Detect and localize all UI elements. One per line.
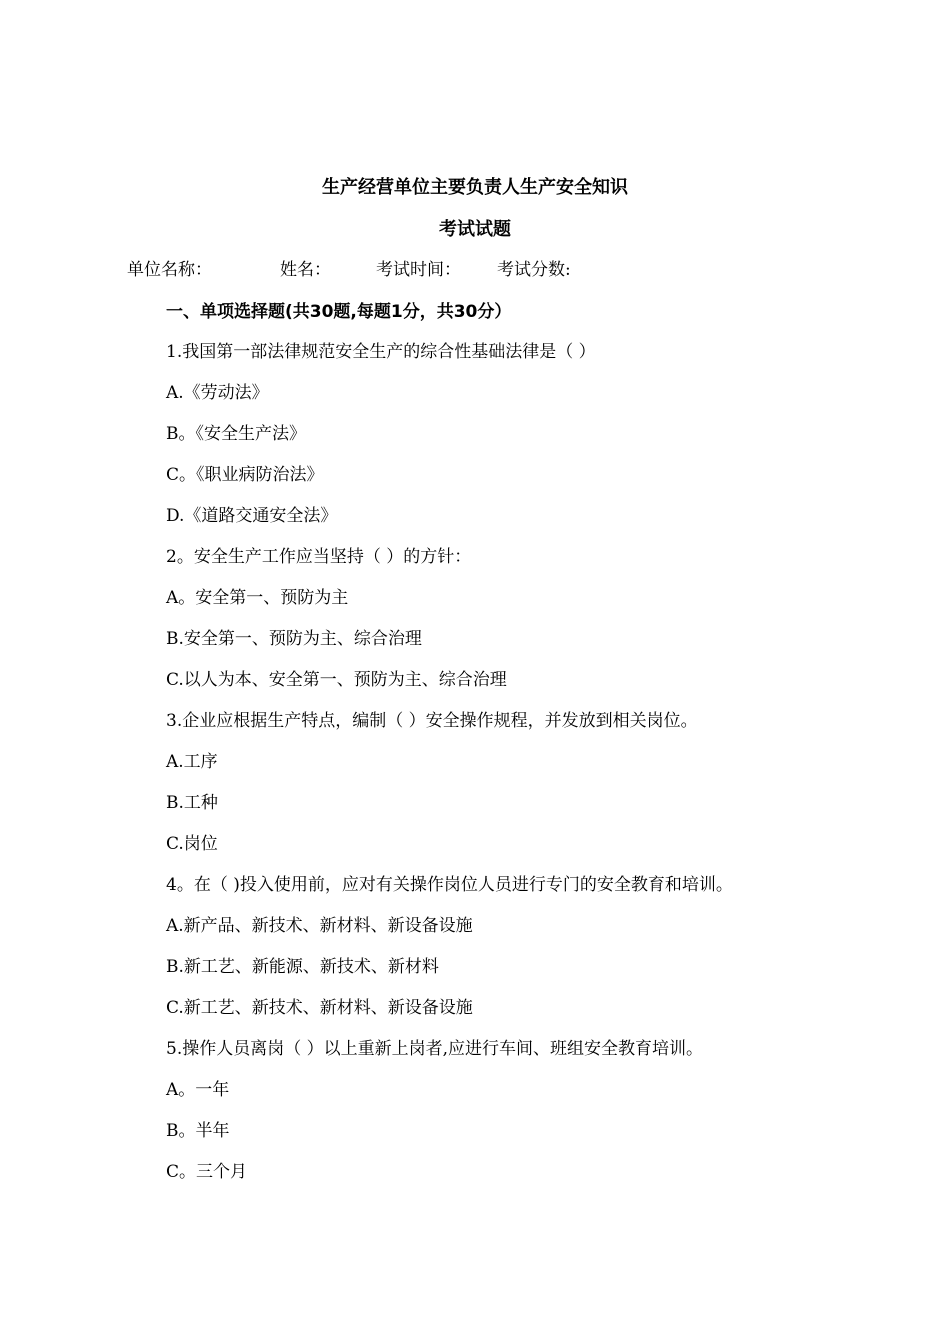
answer-option: C.岗位: [166, 834, 218, 854]
question-text: 3.企业应根据生产特点，编制（ ）安全操作规程，并发放到相关岗位。: [166, 711, 698, 731]
answer-option: A.《劳动法》: [166, 383, 269, 403]
exam-score-label: 考试分数:: [497, 260, 571, 280]
answer-option: A。一年: [166, 1080, 230, 1100]
document-title: 生产经营单位主要负责人生产安全知识: [322, 177, 628, 198]
answer-option: B。半年: [166, 1121, 230, 1141]
section-heading: 一、单项选择题(共30题,每题1分，共30分）: [166, 302, 512, 322]
answer-option: C.以人为本、安全第一、预防为主、综合治理: [166, 670, 507, 690]
unit-name-label: 单位名称：: [127, 260, 212, 280]
answer-option: B.工种: [166, 793, 218, 813]
question-text: 4。在（ )投入使用前，应对有关操作岗位人员进行专门的安全教育和培训。: [166, 875, 733, 895]
question-text: 2。安全生产工作应当坚持（ ）的方针：: [166, 547, 472, 567]
answer-option: A.工序: [166, 752, 218, 772]
answer-option: D.《道路交通安全法》: [166, 506, 338, 526]
answer-option: B.安全第一、预防为主、综合治理: [166, 629, 422, 649]
answer-option: A。安全第一、预防为主: [166, 588, 349, 608]
answer-option: C.新工艺、新技术、新材料、新设备设施: [166, 998, 473, 1018]
name-label: 姓名：: [280, 260, 331, 280]
answer-option: A.新产品、新技术、新材料、新设备设施: [166, 916, 473, 936]
question-text: 1.我国第一部法律规范安全生产的综合性基础法律是（ ）: [166, 342, 596, 362]
document-subtitle: 考试试题: [439, 219, 511, 240]
answer-option: B.新工艺、新能源、新技术、新材料: [166, 957, 439, 977]
question-list: [166, 340, 886, 1201]
answer-option: C。三个月: [166, 1162, 248, 1182]
question-text: 5.操作人员离岗（ ）以上重新上岗者,应进行车间、班组安全教育培训。: [166, 1039, 704, 1059]
exam-time-label: 考试时间：: [376, 260, 461, 280]
answer-option: C。《职业病防治法》: [166, 465, 324, 485]
answer-option: B。《安全生产法》: [166, 424, 306, 444]
